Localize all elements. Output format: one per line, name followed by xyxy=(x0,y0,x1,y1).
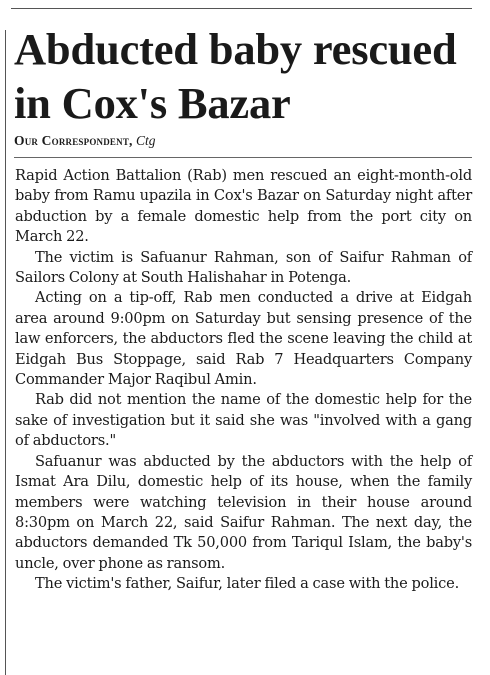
left-rule xyxy=(5,30,6,675)
byline-name: Our Correspondent, xyxy=(14,133,133,148)
headline: Abducted baby rescued in Cox's Bazar xyxy=(14,24,457,128)
byline-rule xyxy=(14,157,472,158)
paragraph: The victim is Safuanur Rahman, son of Saifur Rahman of Sailors Colony at South Halishahar in Potenga. xyxy=(15,248,472,287)
byline xyxy=(14,133,156,149)
top-rule xyxy=(11,8,472,9)
paragraph: Rab did not mention the name of the domestic help for the sake of investigation but it said she was "involved with a gang of abductors." xyxy=(15,391,472,450)
paragraph: Rapid Action Battalion (Rab) men rescued an eight-month-old baby from Ramu upazila in Cox's Bazar on Saturday night after abduction by a female domestic help from the port city on March 22. xyxy=(15,167,472,246)
paragraph: Acting on a tip-off, Rab men conducted a drive at Eidgah area around 9:00pm on Saturday but sensing presence of the law enforcers, the abductors fled the scene leaving the child at Eidgah Bus Stoppage, said Rab 7 Headquarters Company Commander Major Raqibul Amin. xyxy=(15,289,472,389)
paragraph: The victim's father, Saifur, later filed a case with the police. xyxy=(35,575,460,593)
article-body xyxy=(15,166,472,595)
byline-location: Ctg xyxy=(135,133,156,148)
paragraph: Safuanur was abducted by the abductors with the help of Ismat Ara Dilu, domestic help of its house, when the family members were watching television in their house around 8:30pm on March 22, said Saifur Rahman. The next day, the abductors demanded Tk 50,000 from Tariqul Islam, the baby's uncle, over phone as ransom. xyxy=(15,452,472,572)
